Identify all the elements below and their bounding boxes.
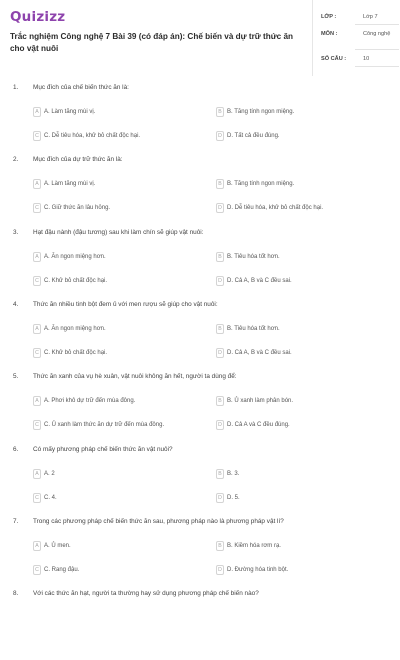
answer-option[interactable]: [33, 106, 95, 118]
option-letter-box: B: [216, 396, 224, 406]
option-letter-box: C: [33, 276, 41, 286]
worksheet-title: Trắc nghiệm Công nghệ 7 Bài 39 (có đáp án): Chế biến và dự trữ thức ăn cho vật nuôi: [10, 32, 294, 53]
answer-option[interactable]: [33, 347, 107, 359]
option-letter-box: B: [216, 469, 224, 479]
option-text: C. 4.: [44, 494, 57, 501]
question-number: 8.: [13, 590, 19, 598]
option-text: D. Cả A, B và C đều sai.: [227, 349, 292, 356]
question-number: 2.: [13, 156, 19, 164]
answer-option[interactable]: [216, 347, 292, 359]
question-text: Có mấy phương pháp chế biến thức ăn vật nuôi?: [33, 445, 173, 453]
option-text: A. Ăn ngon miệng hơn.: [44, 253, 106, 260]
answer-option[interactable]: [33, 178, 95, 190]
question-item: [0, 301, 400, 371]
option-text: B. Tăng tính ngon miệng.: [227, 181, 295, 188]
quizizz-logo: Quizizz: [10, 9, 66, 25]
answer-option[interactable]: [33, 130, 140, 142]
subject-label: MÔN :: [321, 31, 338, 37]
option-text: A. Làm tăng mùi vị.: [44, 109, 96, 115]
answer-option[interactable]: [33, 468, 55, 480]
answer-option[interactable]: [216, 275, 292, 287]
question-number: 7.: [13, 517, 19, 525]
option-letter-box: A: [33, 469, 41, 479]
option-text: B. Tiêu hóa tốt hơn.: [227, 253, 280, 260]
answer-option[interactable]: [33, 419, 164, 431]
answer-option[interactable]: [216, 106, 294, 118]
count-label: SỐ CÂU :: [321, 56, 347, 62]
answer-option[interactable]: [216, 130, 280, 142]
question-number: 6.: [13, 445, 19, 453]
answer-option[interactable]: [216, 395, 293, 407]
answer-option[interactable]: [216, 178, 294, 190]
question-number: 3.: [13, 228, 19, 236]
option-letter-box: C: [33, 565, 41, 575]
option-letter-box: B: [216, 541, 224, 551]
option-text: D. Dễ tiêu hóa, khử bỏ chất độc hại.: [227, 205, 324, 212]
count-value: 10: [363, 56, 370, 62]
option-letter-box: D: [216, 420, 224, 430]
option-letter-box: D: [216, 203, 224, 213]
option-text: C. Ủ xanh làm thức ăn dự trữ đến mùa đông.: [44, 422, 165, 429]
option-text: C. Khử bỏ chất độc hại.: [44, 277, 108, 284]
answer-option[interactable]: [216, 540, 281, 552]
answer-option[interactable]: [216, 323, 280, 335]
answer-option[interactable]: [33, 540, 71, 552]
option-letter-box: D: [216, 276, 224, 286]
meta-divider: [355, 24, 399, 25]
answer-option[interactable]: [33, 275, 107, 287]
option-letter-box: A: [33, 252, 41, 262]
option-text: B. Ủ xanh làm phân bón.: [227, 398, 294, 405]
option-letter-box: D: [216, 348, 224, 358]
option-letter-box: C: [33, 131, 41, 141]
option-text: A. 2: [44, 470, 55, 477]
question-text: Trong các phương pháp chế biến thức ăn sau, phương pháp nào là phương pháp vật lí?: [33, 517, 284, 525]
question-item: [0, 156, 400, 226]
option-text: A. Ăn ngon miệng hơn.: [44, 325, 106, 332]
question-number: 4.: [13, 300, 19, 308]
option-text: A. Phơi khô dự trữ đến mùa đông.: [44, 398, 136, 405]
question-number: 5.: [13, 373, 19, 381]
option-letter-box: C: [33, 348, 41, 358]
option-text: A. Ủ men.: [44, 542, 71, 549]
question-item: [0, 229, 400, 299]
answer-option[interactable]: [33, 492, 57, 504]
option-letter-box: A: [33, 179, 41, 189]
option-letter-box: A: [33, 396, 41, 406]
question-text: Mục đích của dự trữ thức ăn là:: [33, 156, 123, 164]
question-text: Với các thức ăn hạt, người ta thường hay sử dụng phương pháp chế biến nào?: [33, 590, 259, 598]
question-text: Thức ăn nhiều tinh bột đem ủ với men rượu sẽ giúp cho vật nuôi:: [33, 300, 218, 308]
grade-label: LỚP :: [321, 14, 337, 20]
question-number: 1.: [13, 84, 19, 91]
option-text: B. 3.: [227, 470, 240, 477]
option-letter-box: C: [33, 420, 41, 430]
answer-option[interactable]: [33, 202, 110, 214]
option-text: D. 5.: [227, 494, 240, 501]
option-text: D. Đường hóa tinh bột.: [227, 566, 289, 573]
option-letter-box: A: [33, 541, 41, 551]
answer-option[interactable]: [216, 202, 323, 214]
option-letter-box: B: [216, 252, 224, 262]
option-text: C. Dễ tiêu hóa, khử bỏ chất độc hại.: [44, 133, 141, 139]
answer-option[interactable]: [33, 564, 79, 576]
option-text: C. Khử bỏ chất độc hại.: [44, 349, 108, 356]
subject-value: Công nghệ: [363, 31, 391, 37]
answer-option[interactable]: [216, 492, 240, 504]
option-letter-box: D: [216, 493, 224, 503]
option-letter-box: C: [33, 203, 41, 213]
option-letter-box: B: [216, 107, 224, 117]
option-text: D. Tất cả đều đúng.: [227, 133, 280, 139]
option-letter-box: C: [33, 493, 41, 503]
option-letter-box: A: [33, 107, 41, 117]
answer-option[interactable]: [216, 251, 280, 263]
meta-panel: [312, 0, 399, 76]
question-item: [0, 590, 400, 660]
option-text: C. Rang đậu.: [44, 566, 80, 573]
meta-divider: [355, 66, 399, 67]
option-text: B. Tiêu hóa tốt hơn.: [227, 325, 280, 332]
answer-option[interactable]: [216, 419, 290, 431]
question-text: Mục đích của chế biến thức ăn là:: [33, 84, 129, 91]
option-letter-box: A: [33, 324, 41, 334]
option-letter-box: D: [216, 565, 224, 575]
question-item: [0, 518, 400, 588]
option-text: D. Cả A và C đều đúng.: [227, 422, 290, 429]
meta-divider: [355, 49, 399, 50]
question-text: Thức ăn xanh của vụ hè xuân, vật nuôi không ăn hết, người ta dùng để:: [33, 373, 237, 381]
option-letter-box: D: [216, 131, 224, 141]
option-text: D. Cả A, B và C đều sai.: [227, 277, 292, 284]
question-item: [0, 446, 400, 516]
question-item: [0, 84, 400, 154]
worksheet-header: [0, 0, 400, 78]
option-text: A. Làm tăng mùi vị.: [44, 181, 96, 188]
option-text: B. Tăng tính ngon miệng.: [227, 109, 295, 115]
option-letter-box: B: [216, 324, 224, 334]
option-text: C. Giữ thức ăn lâu hỏng.: [44, 205, 111, 212]
grade-value: Lớp 7: [363, 14, 378, 20]
answer-option[interactable]: [33, 395, 135, 407]
answer-option[interactable]: [33, 251, 106, 263]
question-text: Hạt đậu nành (đậu tương) sau khi làm chín sẽ giúp vật nuôi:: [33, 228, 204, 236]
answer-option[interactable]: [216, 468, 239, 480]
answer-option[interactable]: [33, 323, 106, 335]
question-item: [0, 373, 400, 443]
answer-option[interactable]: [216, 564, 288, 576]
option-text: B. Kiềm hóa rơm rạ.: [227, 542, 281, 549]
option-letter-box: B: [216, 179, 224, 189]
